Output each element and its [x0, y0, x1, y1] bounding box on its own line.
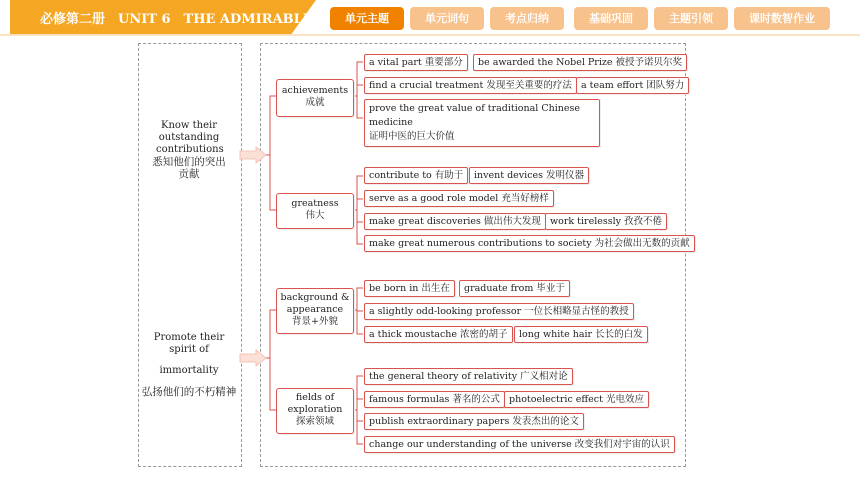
item-publish-papers: publish extraordinary papers 发表杰出的论文 — [364, 413, 584, 430]
tab-theme-lead[interactable]: 主题引领 — [654, 7, 728, 30]
category-background-en: background & — [280, 292, 350, 303]
left-top-en: Know their outstanding contributions — [156, 120, 224, 155]
item-graduate-from: graduate from 毕业于 — [459, 280, 570, 297]
item-vital-part: a vital part 重要部分 — [364, 54, 468, 71]
category-greatness-cn: 伟大 — [305, 210, 325, 221]
category-achievements-en: achievements — [281, 85, 349, 96]
item-white-hair: long white hair 长长的白发 — [514, 326, 648, 343]
category-fields-en: fields of — [295, 392, 335, 403]
category-achievements — [276, 79, 354, 117]
item-work-tirelessly: work tirelessly 孜孜不倦 — [545, 213, 667, 230]
item-thick-moustache: a thick moustache 浓密的胡子 — [364, 326, 513, 343]
item-crucial-treatment: find a crucial treatment 发现至关重要的疗法 — [364, 77, 577, 94]
item-team-effort: a team effort 团队努力 — [576, 77, 689, 94]
item-relativity: the general theory of relativity 广义相对论 — [364, 368, 573, 385]
page-title: 必修第二册 UNIT 6 THE ADMIRABLE — [40, 12, 313, 27]
item-photoelectric: photoelectric effect 光电效应 — [504, 391, 649, 408]
item-born-in: be born in 出生在 — [364, 280, 455, 297]
left-top-cn: 悉知他们的突出贡献 — [152, 156, 226, 180]
item-contribute-to: contribute to 有助于 — [364, 167, 468, 184]
category-fields — [276, 388, 354, 434]
item-great-discoveries: make great discoveries 做出伟大发现 — [364, 213, 546, 230]
item-prove-value-cn: 证明中医的巨大价值 — [369, 131, 455, 142]
item-famous-formulas: famous formulas 著名的公式 — [364, 391, 505, 408]
arrow-bottom — [240, 350, 266, 366]
left-bottom-cn: 弘扬他们的不朽精神 — [141, 386, 237, 398]
category-background-en2: appearance — [286, 304, 344, 315]
category-greatness-en: greatness — [291, 198, 339, 209]
item-odd-professor: a slightly odd-looking professor 一位长相略显古怪的教授 — [364, 303, 634, 320]
category-greatness — [276, 193, 354, 229]
tab-key-points[interactable]: 考点归纳 — [490, 7, 564, 30]
item-numerous-contributions: make great numerous contributions to society 为社会做出无数的贡献 — [364, 235, 695, 252]
item-role-model: serve as a good role model 充当好榜样 — [364, 190, 554, 207]
arrow-top — [240, 147, 266, 163]
category-fields-en2: exploration — [287, 404, 343, 415]
category-achievements-cn: 成就 — [305, 97, 325, 108]
item-change-understanding: change our understanding of the universe 改变我们对宇宙的认识 — [364, 436, 675, 453]
tab-homework[interactable]: 课时数智作业 — [734, 7, 830, 30]
tab-unit-vocab[interactable]: 单元词句 — [410, 7, 484, 30]
item-prove-value — [364, 99, 600, 147]
category-fields-cn: 探索领域 — [295, 416, 334, 427]
left-bottom-en1: Promote their spirit of — [153, 332, 225, 355]
left-bottom-en2: immortality — [159, 365, 219, 376]
category-background — [276, 288, 354, 334]
category-background-cn: 背景+外貌 — [292, 316, 338, 327]
item-nobel-prize: be awarded the Nobel Prize 被授予诺贝尔奖 — [473, 54, 687, 71]
item-prove-value-en: prove the great value of traditional Chinese medicine — [369, 103, 580, 128]
tab-basic-practice[interactable]: 基础巩固 — [574, 7, 648, 30]
item-invent-devices: invent devices 发明仪器 — [469, 167, 589, 184]
tab-unit-theme[interactable]: 单元主题 — [330, 7, 404, 30]
